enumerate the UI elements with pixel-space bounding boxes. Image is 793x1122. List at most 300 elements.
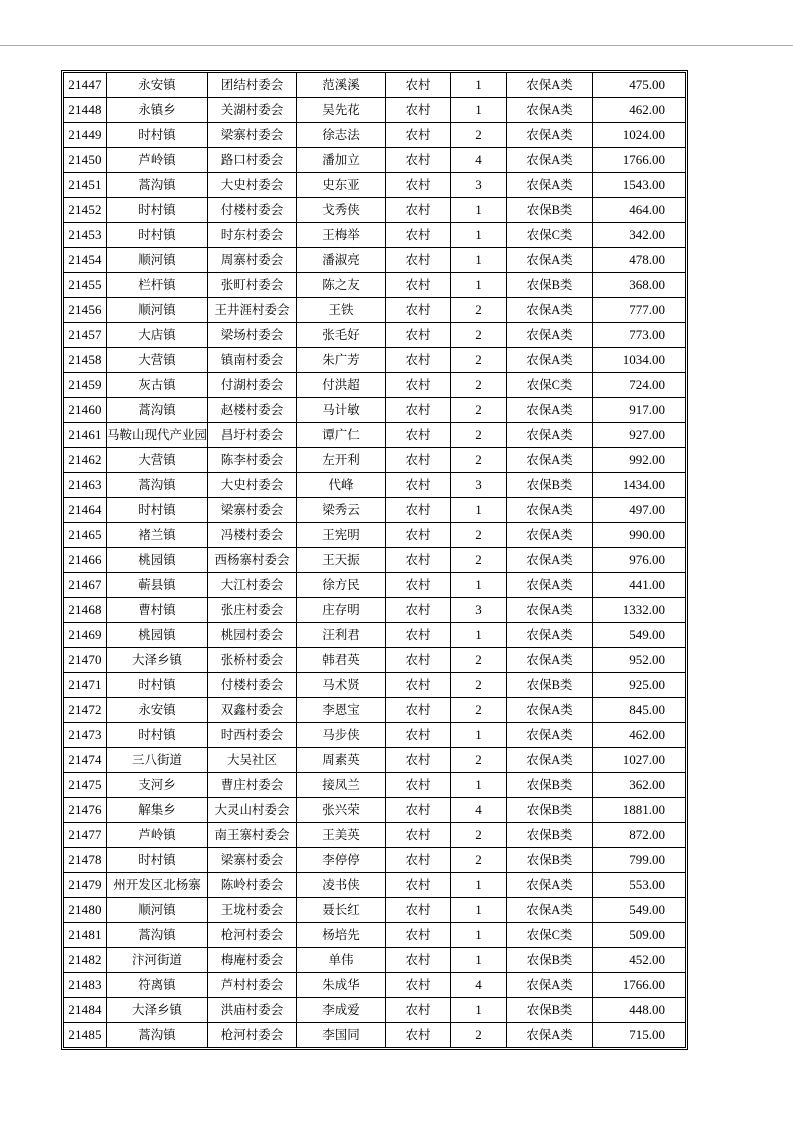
cell-count: 2	[451, 398, 507, 423]
cell-town: 栏杆镇	[107, 273, 208, 298]
cell-name: 张兴荣	[297, 798, 386, 823]
table-row	[64, 1023, 685, 1047]
cell-count: 2	[451, 523, 507, 548]
cell-count: 2	[451, 698, 507, 723]
cell-type: 农村	[386, 898, 451, 923]
cell-count: 2	[451, 548, 507, 573]
cell-amount: 553.00	[593, 873, 685, 898]
cell-id: 21485	[64, 1023, 107, 1047]
cell-town: 蒿沟镇	[107, 473, 208, 498]
table-row	[64, 923, 685, 948]
cell-count: 1	[451, 248, 507, 273]
cell-amount: 549.00	[593, 898, 685, 923]
cell-type: 农村	[386, 723, 451, 748]
cell-amount: 925.00	[593, 673, 685, 698]
cell-category: 农保A类	[507, 598, 593, 623]
table-row	[64, 998, 685, 1023]
cell-town: 永安镇	[107, 698, 208, 723]
cell-amount: 992.00	[593, 448, 685, 473]
cell-name: 李国同	[297, 1023, 386, 1047]
cell-count: 1	[451, 498, 507, 523]
cell-category: 农保A类	[507, 523, 593, 548]
table-row	[64, 173, 685, 198]
cell-village: 大灵山村委会	[208, 798, 297, 823]
cell-town: 芦岭镇	[107, 148, 208, 173]
cell-village: 赵楼村委会	[208, 398, 297, 423]
cell-name: 王铁	[297, 298, 386, 323]
cell-count: 1	[451, 898, 507, 923]
cell-type: 农村	[386, 873, 451, 898]
cell-type: 农村	[386, 1023, 451, 1047]
cell-town: 芦岭镇	[107, 823, 208, 848]
cell-amount: 952.00	[593, 648, 685, 673]
cell-town: 时村镇	[107, 848, 208, 873]
cell-amount: 368.00	[593, 273, 685, 298]
cell-type: 农村	[386, 323, 451, 348]
cell-town: 蕲县镇	[107, 573, 208, 598]
cell-id: 21478	[64, 848, 107, 873]
cell-village: 枪河村委会	[208, 923, 297, 948]
cell-id: 21472	[64, 698, 107, 723]
cell-amount: 1766.00	[593, 973, 685, 998]
table-row	[64, 298, 685, 323]
cell-count: 2	[451, 298, 507, 323]
cell-name: 接凤兰	[297, 773, 386, 798]
cell-name: 戈秀侠	[297, 198, 386, 223]
cell-count: 1	[451, 273, 507, 298]
table-row	[64, 948, 685, 973]
cell-village: 时东村委会	[208, 223, 297, 248]
cell-count: 2	[451, 848, 507, 873]
table-row	[64, 698, 685, 723]
cell-id: 21466	[64, 548, 107, 573]
cell-category: 农保A类	[507, 498, 593, 523]
cell-name: 王宪明	[297, 523, 386, 548]
cell-id: 21464	[64, 498, 107, 523]
cell-count: 2	[451, 748, 507, 773]
cell-category: 农保A类	[507, 398, 593, 423]
cell-village: 梅庵村委会	[208, 948, 297, 973]
cell-amount: 724.00	[593, 373, 685, 398]
cell-id: 21450	[64, 148, 107, 173]
cell-id: 21456	[64, 298, 107, 323]
cell-village: 桃园村委会	[208, 623, 297, 648]
cell-id: 21479	[64, 873, 107, 898]
cell-category: 农保A类	[507, 148, 593, 173]
cell-id: 21468	[64, 598, 107, 623]
table-row	[64, 248, 685, 273]
cell-id: 21458	[64, 348, 107, 373]
cell-id: 21453	[64, 223, 107, 248]
cell-town: 马鞍山现代产业园	[107, 423, 208, 448]
table-row	[64, 973, 685, 998]
cell-category: 农保A类	[507, 448, 593, 473]
cell-type: 农村	[386, 748, 451, 773]
cell-name: 王美英	[297, 823, 386, 848]
cell-town: 时村镇	[107, 673, 208, 698]
cell-name: 吴先花	[297, 98, 386, 123]
cell-amount: 845.00	[593, 698, 685, 723]
cell-category: 农保A类	[507, 548, 593, 573]
cell-village: 陈岭村委会	[208, 873, 297, 898]
cell-count: 4	[451, 973, 507, 998]
cell-count: 1	[451, 773, 507, 798]
cell-amount: 1766.00	[593, 148, 685, 173]
cell-town: 大营镇	[107, 448, 208, 473]
cell-count: 2	[451, 823, 507, 848]
cell-town: 大店镇	[107, 323, 208, 348]
table-row	[64, 598, 685, 623]
cell-name: 周素英	[297, 748, 386, 773]
cell-count: 2	[451, 323, 507, 348]
table-row	[64, 548, 685, 573]
table-row	[64, 423, 685, 448]
cell-amount: 1024.00	[593, 123, 685, 148]
cell-village: 大吴社区	[208, 748, 297, 773]
cell-category: 农保B类	[507, 948, 593, 973]
table-row	[64, 848, 685, 873]
cell-id: 21481	[64, 923, 107, 948]
cell-village: 关湖村委会	[208, 98, 297, 123]
cell-id: 21451	[64, 173, 107, 198]
cell-name: 汪利君	[297, 623, 386, 648]
cell-town: 汴河街道	[107, 948, 208, 973]
cell-category: 农保B类	[507, 773, 593, 798]
cell-village: 镇南村委会	[208, 348, 297, 373]
table-row	[64, 823, 685, 848]
cell-town: 三八街道	[107, 748, 208, 773]
cell-village: 双鑫村委会	[208, 698, 297, 723]
cell-id: 21471	[64, 673, 107, 698]
cell-type: 农村	[386, 373, 451, 398]
cell-town: 大泽乡镇	[107, 998, 208, 1023]
cell-amount: 799.00	[593, 848, 685, 873]
cell-type: 农村	[386, 623, 451, 648]
cell-village: 张桥村委会	[208, 648, 297, 673]
table-row	[64, 773, 685, 798]
cell-count: 2	[451, 648, 507, 673]
cell-id: 21467	[64, 573, 107, 598]
cell-village: 大江村委会	[208, 573, 297, 598]
cell-name: 左开利	[297, 448, 386, 473]
cell-category: 农保A类	[507, 573, 593, 598]
cell-name: 朱成华	[297, 973, 386, 998]
cell-name: 付洪超	[297, 373, 386, 398]
cell-category: 农保B类	[507, 998, 593, 1023]
cell-amount: 917.00	[593, 398, 685, 423]
cell-town: 曹村镇	[107, 598, 208, 623]
cell-name: 范溪溪	[297, 73, 386, 98]
cell-village: 时西村委会	[208, 723, 297, 748]
cell-amount: 497.00	[593, 498, 685, 523]
cell-town: 大营镇	[107, 348, 208, 373]
cell-amount: 342.00	[593, 223, 685, 248]
cell-name: 李恩宝	[297, 698, 386, 723]
cell-count: 4	[451, 798, 507, 823]
cell-type: 农村	[386, 448, 451, 473]
cell-village: 梁寨村委会	[208, 498, 297, 523]
cell-type: 农村	[386, 923, 451, 948]
cell-type: 农村	[386, 173, 451, 198]
cell-category: 农保A类	[507, 623, 593, 648]
cell-count: 1	[451, 948, 507, 973]
cell-category: 农保A类	[507, 698, 593, 723]
cell-name: 马计敏	[297, 398, 386, 423]
cell-name: 杨培先	[297, 923, 386, 948]
cell-type: 农村	[386, 73, 451, 98]
cell-village: 团结村委会	[208, 73, 297, 98]
cell-type: 农村	[386, 823, 451, 848]
cell-town: 桃园镇	[107, 548, 208, 573]
table-row	[64, 198, 685, 223]
cell-village: 大史村委会	[208, 473, 297, 498]
table-row	[64, 898, 685, 923]
cell-count: 2	[451, 1023, 507, 1047]
cell-category: 农保A类	[507, 73, 593, 98]
table-row	[64, 73, 685, 98]
table-row	[64, 473, 685, 498]
cell-type: 农村	[386, 998, 451, 1023]
cell-village: 路口村委会	[208, 148, 297, 173]
table-row	[64, 223, 685, 248]
cell-amount: 990.00	[593, 523, 685, 548]
cell-amount: 509.00	[593, 923, 685, 948]
cell-village: 周寨村委会	[208, 248, 297, 273]
cell-category: 农保B类	[507, 823, 593, 848]
cell-amount: 362.00	[593, 773, 685, 798]
cell-type: 农村	[386, 248, 451, 273]
cell-count: 3	[451, 173, 507, 198]
cell-town: 永安镇	[107, 73, 208, 98]
cell-amount: 872.00	[593, 823, 685, 848]
cell-name: 王天振	[297, 548, 386, 573]
cell-village: 西杨寨村委会	[208, 548, 297, 573]
cell-village: 枪河村委会	[208, 1023, 297, 1047]
cell-type: 农村	[386, 348, 451, 373]
cell-id: 21474	[64, 748, 107, 773]
cell-type: 农村	[386, 223, 451, 248]
cell-category: 农保A类	[507, 723, 593, 748]
cell-count: 1	[451, 573, 507, 598]
cell-amount: 441.00	[593, 573, 685, 598]
cell-amount: 448.00	[593, 998, 685, 1023]
cell-type: 农村	[386, 498, 451, 523]
cell-village: 张庄村委会	[208, 598, 297, 623]
cell-id: 21457	[64, 323, 107, 348]
cell-count: 2	[451, 448, 507, 473]
cell-category: 农保B类	[507, 473, 593, 498]
cell-name: 聂长红	[297, 898, 386, 923]
cell-name: 谭广仁	[297, 423, 386, 448]
cell-name: 徐志法	[297, 123, 386, 148]
table-row	[64, 748, 685, 773]
cell-amount: 462.00	[593, 98, 685, 123]
cell-type: 农村	[386, 198, 451, 223]
cell-village: 洪庙村委会	[208, 998, 297, 1023]
table-row	[64, 873, 685, 898]
cell-id: 21459	[64, 373, 107, 398]
cell-town: 蒿沟镇	[107, 923, 208, 948]
cell-amount: 1332.00	[593, 598, 685, 623]
cell-name: 潘加立	[297, 148, 386, 173]
cell-id: 21475	[64, 773, 107, 798]
cell-count: 2	[451, 348, 507, 373]
cell-amount: 1434.00	[593, 473, 685, 498]
cell-category: 农保A类	[507, 173, 593, 198]
cell-amount: 1881.00	[593, 798, 685, 823]
cell-village: 付楼村委会	[208, 198, 297, 223]
cell-type: 农村	[386, 523, 451, 548]
cell-name: 徐方民	[297, 573, 386, 598]
cell-category: 农保A类	[507, 748, 593, 773]
cell-village: 王垅村委会	[208, 898, 297, 923]
cell-id: 21454	[64, 248, 107, 273]
cell-name: 马步侠	[297, 723, 386, 748]
cell-id: 21449	[64, 123, 107, 148]
cell-id: 21473	[64, 723, 107, 748]
cell-amount: 549.00	[593, 623, 685, 648]
cell-name: 代峰	[297, 473, 386, 498]
cell-town: 蒿沟镇	[107, 173, 208, 198]
cell-type: 农村	[386, 98, 451, 123]
cell-town: 蒿沟镇	[107, 1023, 208, 1047]
cell-category: 农保A类	[507, 973, 593, 998]
cell-name: 张毛好	[297, 323, 386, 348]
cell-count: 3	[451, 473, 507, 498]
table-row	[64, 148, 685, 173]
cell-count: 1	[451, 998, 507, 1023]
cell-name: 韩君英	[297, 648, 386, 673]
cell-category: 农保A类	[507, 348, 593, 373]
cell-type: 农村	[386, 973, 451, 998]
cell-town: 褚兰镇	[107, 523, 208, 548]
cell-id: 21465	[64, 523, 107, 548]
cell-category: 农保A类	[507, 423, 593, 448]
cell-amount: 927.00	[593, 423, 685, 448]
cell-name: 凌书侠	[297, 873, 386, 898]
table-row	[64, 648, 685, 673]
cell-count: 2	[451, 673, 507, 698]
cell-type: 农村	[386, 773, 451, 798]
cell-category: 农保A类	[507, 298, 593, 323]
cell-type: 农村	[386, 848, 451, 873]
cell-type: 农村	[386, 148, 451, 173]
cell-town: 时村镇	[107, 723, 208, 748]
cell-amount: 1543.00	[593, 173, 685, 198]
cell-village: 芦村村委会	[208, 973, 297, 998]
cell-town: 桃园镇	[107, 623, 208, 648]
cell-type: 农村	[386, 298, 451, 323]
cell-town: 时村镇	[107, 498, 208, 523]
cell-count: 1	[451, 723, 507, 748]
cell-type: 农村	[386, 573, 451, 598]
cell-name: 单伟	[297, 948, 386, 973]
cell-type: 农村	[386, 548, 451, 573]
cell-count: 1	[451, 73, 507, 98]
cell-id: 21469	[64, 623, 107, 648]
cell-id: 21477	[64, 823, 107, 848]
table-row	[64, 373, 685, 398]
cell-id: 21482	[64, 948, 107, 973]
cell-amount: 1034.00	[593, 348, 685, 373]
cell-type: 农村	[386, 273, 451, 298]
cell-id: 21461	[64, 423, 107, 448]
cell-town: 大泽乡镇	[107, 648, 208, 673]
cell-count: 2	[451, 423, 507, 448]
table-row	[64, 623, 685, 648]
cell-village: 冯楼村委会	[208, 523, 297, 548]
cell-id: 21447	[64, 73, 107, 98]
cell-type: 农村	[386, 398, 451, 423]
cell-type: 农村	[386, 423, 451, 448]
cell-name: 李成爱	[297, 998, 386, 1023]
cell-count: 4	[451, 148, 507, 173]
cell-id: 21480	[64, 898, 107, 923]
cell-town: 支河乡	[107, 773, 208, 798]
cell-id: 21476	[64, 798, 107, 823]
cell-type: 农村	[386, 598, 451, 623]
cell-count: 2	[451, 373, 507, 398]
cell-category: 农保A类	[507, 873, 593, 898]
cell-village: 昌圩村委会	[208, 423, 297, 448]
cell-town: 州开发区北杨寨	[107, 873, 208, 898]
cell-type: 农村	[386, 698, 451, 723]
cell-category: 农保B类	[507, 273, 593, 298]
cell-id: 21460	[64, 398, 107, 423]
cell-amount: 976.00	[593, 548, 685, 573]
cell-name: 马术贤	[297, 673, 386, 698]
cell-type: 农村	[386, 948, 451, 973]
cell-village: 梁场村委会	[208, 323, 297, 348]
cell-village: 张町村委会	[208, 273, 297, 298]
cell-id: 21484	[64, 998, 107, 1023]
table-row	[64, 673, 685, 698]
cell-town: 永镇乡	[107, 98, 208, 123]
cell-village: 陈李村委会	[208, 448, 297, 473]
cell-category: 农保A类	[507, 898, 593, 923]
cell-village: 梁寨村委会	[208, 123, 297, 148]
cell-amount: 777.00	[593, 298, 685, 323]
cell-count: 1	[451, 873, 507, 898]
cell-town: 顺河镇	[107, 298, 208, 323]
table-row	[64, 723, 685, 748]
table-row	[64, 498, 685, 523]
cell-village: 付楼村委会	[208, 673, 297, 698]
cell-category: 农保C类	[507, 923, 593, 948]
cell-category: 农保A类	[507, 323, 593, 348]
cell-amount: 773.00	[593, 323, 685, 348]
table-row	[64, 123, 685, 148]
cell-type: 农村	[386, 648, 451, 673]
cell-village: 曹庄村委会	[208, 773, 297, 798]
cell-category: 农保A类	[507, 1023, 593, 1047]
cell-town: 时村镇	[107, 123, 208, 148]
cell-amount: 452.00	[593, 948, 685, 973]
cell-id: 21452	[64, 198, 107, 223]
cell-village: 大史村委会	[208, 173, 297, 198]
cell-town: 解集乡	[107, 798, 208, 823]
cell-category: 农保A类	[507, 248, 593, 273]
cell-name: 潘淑亮	[297, 248, 386, 273]
cell-name: 陈之友	[297, 273, 386, 298]
table-row	[64, 573, 685, 598]
cell-category: 农保A类	[507, 98, 593, 123]
cell-count: 1	[451, 198, 507, 223]
cell-name: 庄存明	[297, 598, 386, 623]
cell-town: 灰古镇	[107, 373, 208, 398]
table-row	[64, 348, 685, 373]
cell-amount: 715.00	[629, 1027, 666, 1042]
